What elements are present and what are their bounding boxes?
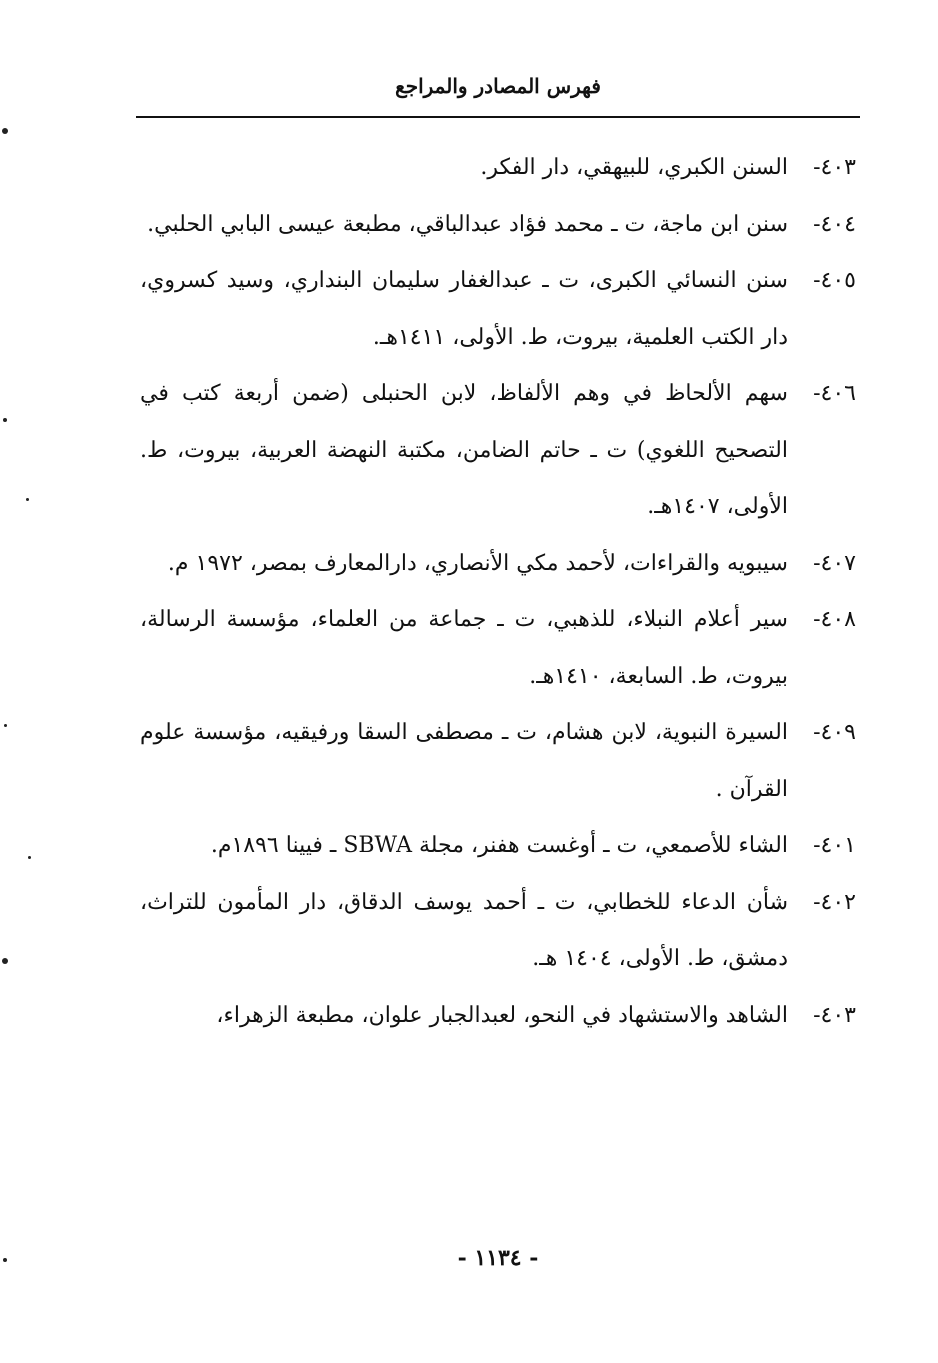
running-header: فهرس المصادر والمراجع	[395, 74, 601, 98]
bibliography-list	[140, 140, 856, 1044]
entry-text: السنن الكبري، للبيهقي، دار الفكر.	[480, 155, 788, 180]
entry-text: سير أعلام النبلاء، للذهبي، ت ـ جماعة من العلماء، مؤسسة الرسالة، بيروت، ط. السابعة، ١٤١٠هـ.	[140, 607, 788, 689]
bibliography-entry	[140, 875, 856, 988]
entry-number: ٤٠١-	[813, 833, 856, 858]
page-number: - ١١٣٤ -	[457, 1245, 539, 1271]
entry-number: ٤٠٣-	[813, 1002, 856, 1028]
scan-speck	[3, 1258, 7, 1262]
entry-number: ٤٠٩-	[813, 720, 856, 745]
scan-speck	[28, 856, 31, 859]
bibliography-entry	[140, 140, 856, 197]
bibliography-entry	[140, 705, 856, 818]
entry-text: الشاء للأصمعي، ت ـ أوغست هفنر، مجلة SBWA ـ فيينا ١٨٩٦م.	[210, 833, 788, 858]
entry-text: السيرة النبوية، لابن هشام، ت ـ مصطفى السقا ورفيقيه، مؤسسة علوم القرآن .	[140, 720, 788, 802]
entry-text: شأن الدعاء للخطابي، ت ـ أحمد يوسف الدقاق، دار المأمون للتراث، دمشق، ط. الأولى، ١٤٠٤ هـ.	[140, 889, 788, 971]
bibliography-entry	[140, 253, 856, 366]
bibliography-entry	[140, 592, 856, 705]
entry-number: ٤٠٧-	[813, 550, 856, 576]
entry-text: الشاهد والاستشهاد في النحو، لعبدالجبار علوان، مطبعة الزهراء،	[216, 1002, 788, 1028]
entry-number: ٤٠٥-	[813, 268, 856, 293]
entry-text: سيبويه والقراءات، لأحمد مكي الأنصاري، دارالمعارف بمصر، ١٩٧٢ م.	[167, 550, 788, 576]
bibliography-entry	[140, 536, 856, 593]
bibliography-entry	[140, 197, 856, 254]
entry-number: ٤٠٨-	[813, 607, 856, 632]
entry-number: ٤٠٢-	[813, 889, 856, 915]
header-rule	[136, 116, 860, 118]
scan-speck	[3, 418, 7, 422]
scan-speck	[4, 724, 7, 727]
scan-speck	[2, 958, 8, 964]
scan-speck	[26, 498, 29, 501]
entry-number: ٤٠٦-	[813, 381, 856, 406]
entry-text: سنن ابن ماجة، ت ـ محمد فؤاد عبدالباقي، مطبعة عيسى البابي الحلبي.	[147, 211, 788, 237]
bibliography-entry	[140, 818, 856, 875]
bibliography-entry	[140, 366, 856, 536]
entry-number: ٤٠٣-	[813, 155, 856, 180]
bibliography-entry	[140, 988, 856, 1045]
entry-text: سنن النسائي الكبرى، ت ـ عبدالغفار سليمان البنداري، وسيد كسروي، دار الكتب العلمية، بيروت، ط. الأولى، ١٤١١هـ.	[140, 268, 788, 350]
entry-text: سهم الألحاظ في وهم الألفاظ، لابن الحنبلى (ضمن أربعة كتب في التصحيح اللغوي) ت ـ حاتم الضامن، مكتبة النهضة العربية، بيروت، ط. الأولى، ١٤٠٧هـ.	[140, 381, 788, 519]
scan-speck	[2, 128, 8, 134]
entry-number: ٤٠٤-	[813, 211, 856, 237]
